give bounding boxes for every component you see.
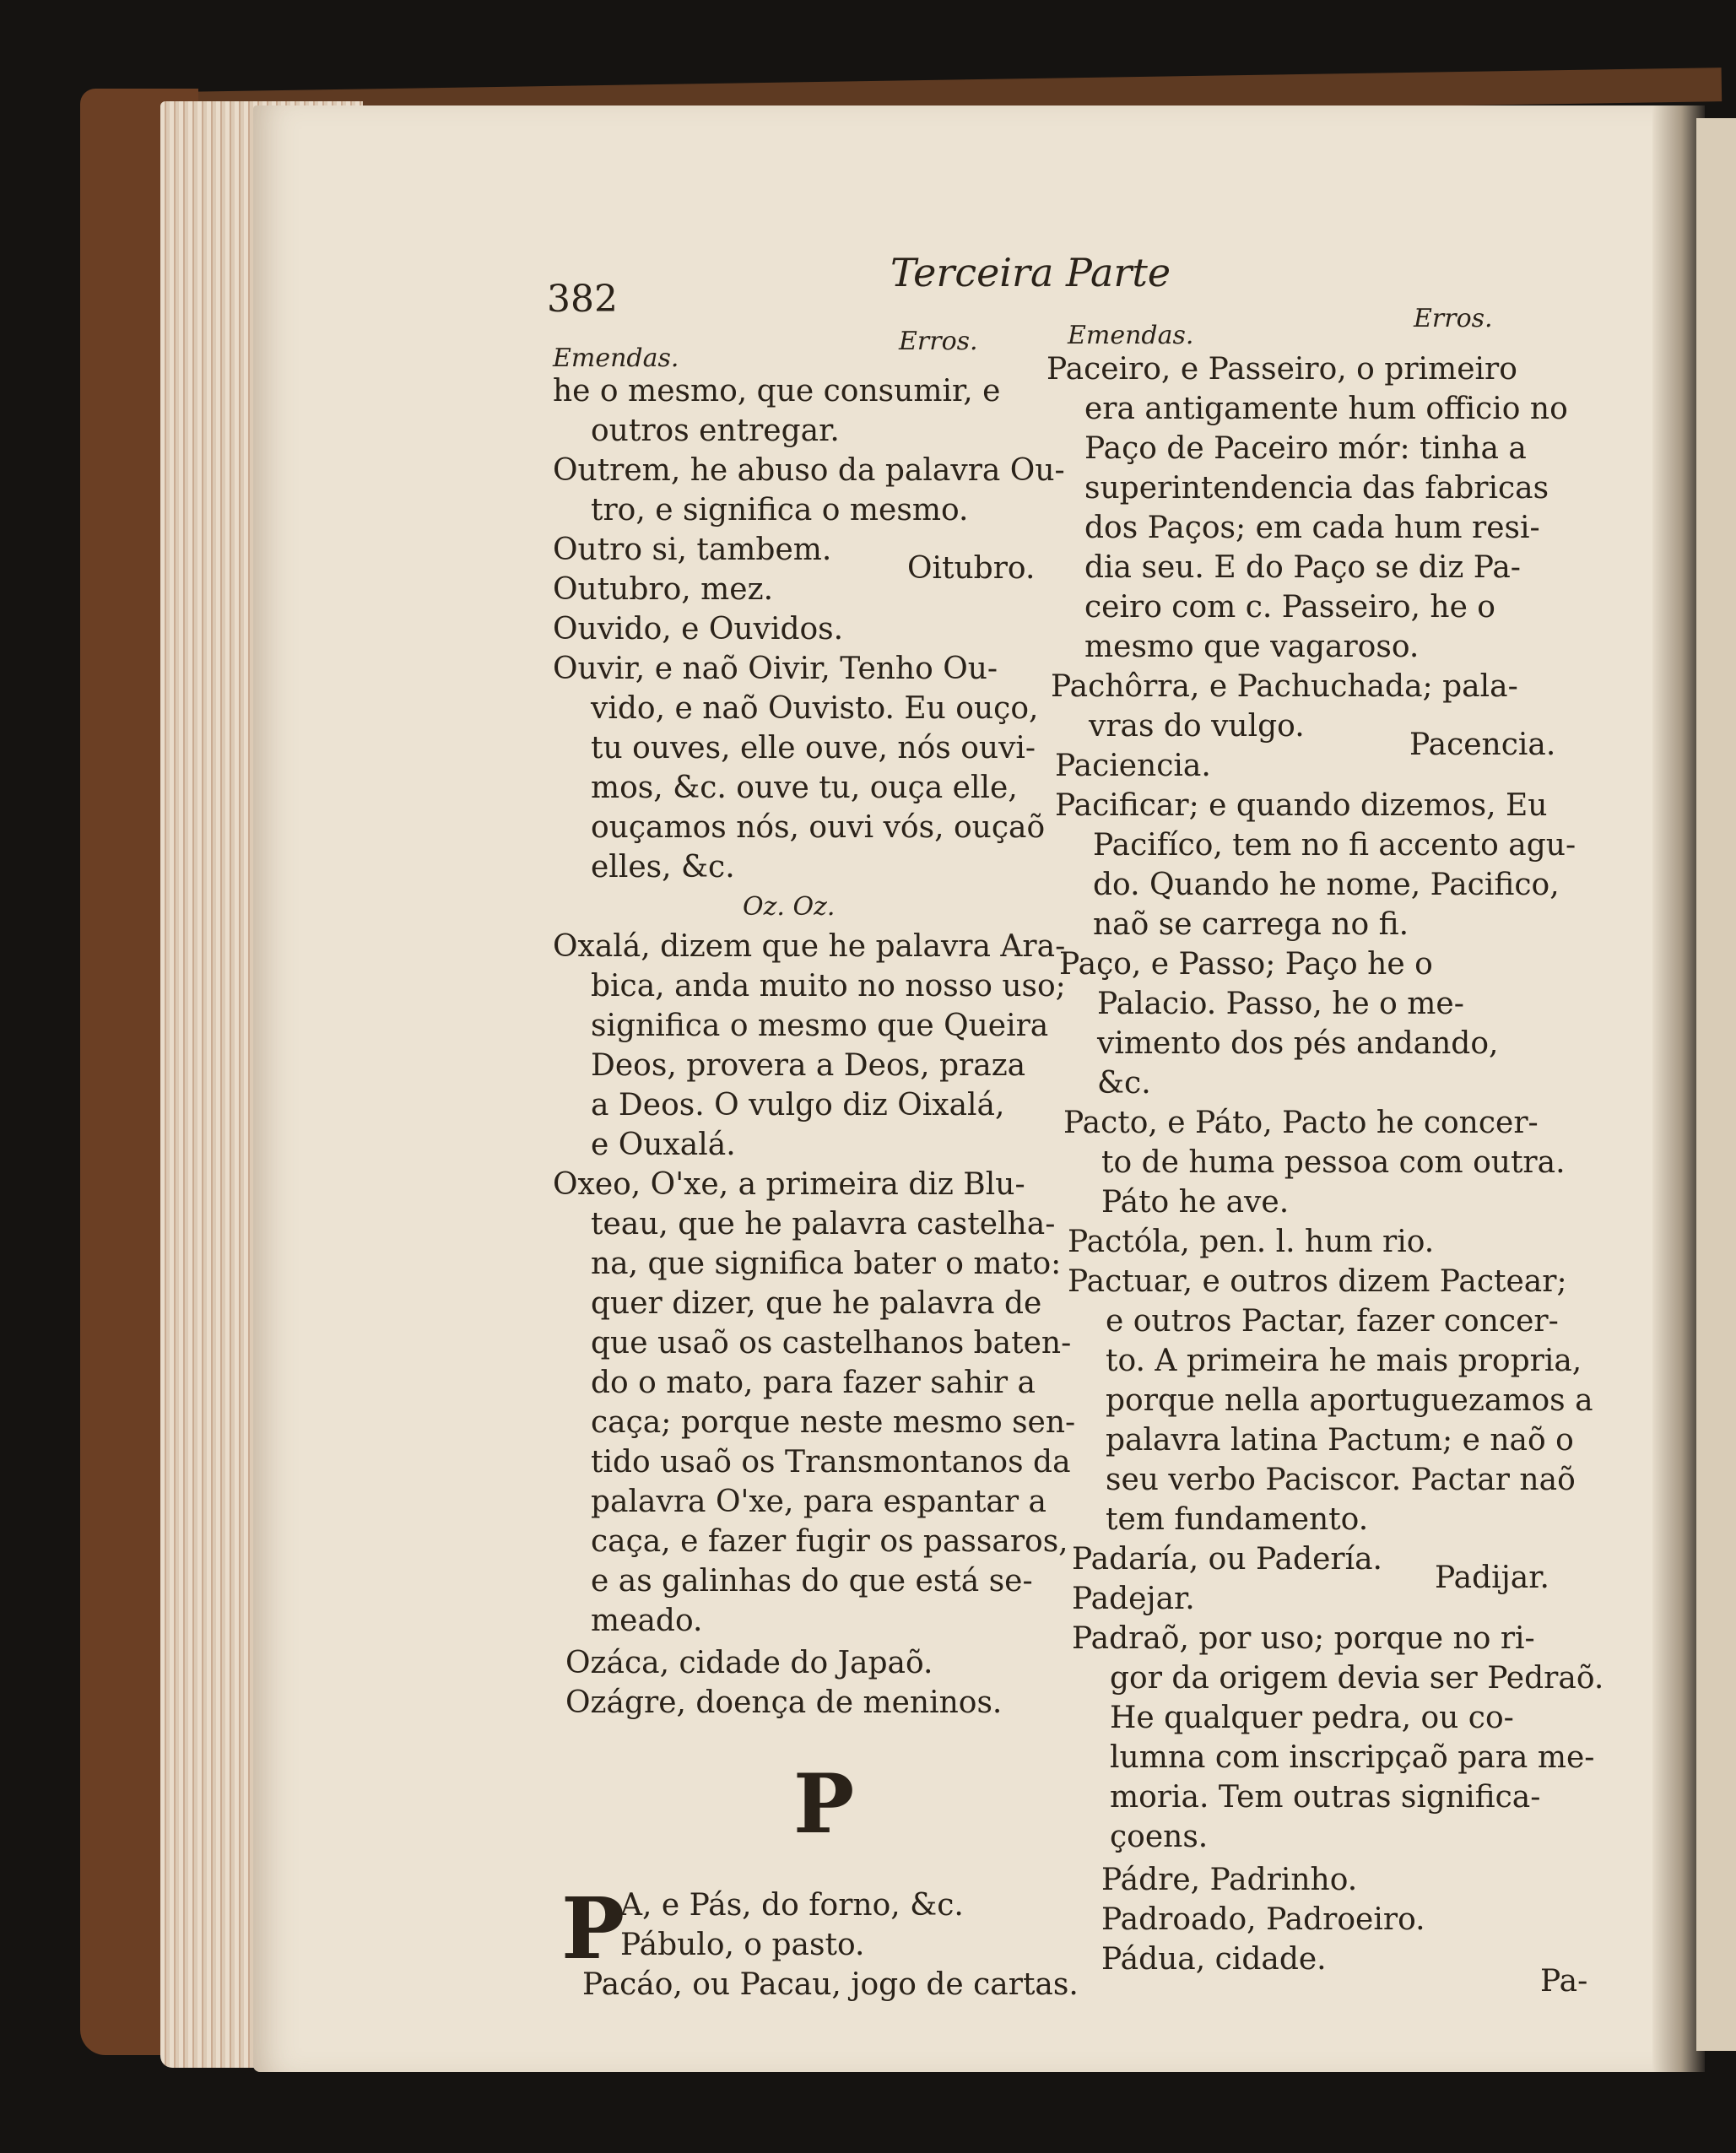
section-letter: P xyxy=(793,1756,855,1852)
text-line: Padroado, Padroeiro. xyxy=(1101,1902,1425,1937)
text-line: Pacificar; e quando dizemos, Eu xyxy=(1055,788,1548,823)
text-line: to de huma pessoa com outra. xyxy=(1101,1145,1566,1180)
text-line: e as galinhas do que está se- xyxy=(591,1564,1033,1599)
text-line: Outrem, he abuso da palavra Ou- xyxy=(553,453,1065,488)
text-line: quer dizer, que he palavra de xyxy=(591,1286,1042,1321)
left-emendas-head: Emendas. xyxy=(553,344,679,373)
text-line: dia seu. E do Paço se diz Pa- xyxy=(1084,550,1521,585)
text-line: bica, anda muito no nosso uso; xyxy=(591,969,1066,1003)
text-line: Páto he ave. xyxy=(1101,1185,1290,1220)
text-line: Pábulo, o pasto. xyxy=(620,1928,865,1962)
text-line: palavra O'xe, para espantar a xyxy=(591,1485,1046,1519)
text-line: Pacifíco, tem no fi accento agu- xyxy=(1093,828,1576,863)
text-line: palavra latina Pactum; e naõ o xyxy=(1106,1423,1574,1458)
text-line: caça; porque neste mesmo sen- xyxy=(591,1405,1076,1440)
text-line: e outros Pactar, fazer concer- xyxy=(1106,1304,1559,1339)
catchword: Pa- xyxy=(1540,1964,1588,1999)
text-line: Pádre, Padrinho. xyxy=(1101,1863,1358,1897)
text-line: superintendencia das fabricas xyxy=(1084,471,1549,506)
text-line: Paço de Paceiro mór: tinha a xyxy=(1084,431,1527,466)
erratum-padijar: Padijar. xyxy=(1435,1561,1549,1595)
text-line: ouçamos nós, ouvi vós, ouçaõ xyxy=(591,810,1046,845)
text-line: do o mato, para fazer sahir a xyxy=(591,1366,1036,1400)
text-line: Oxalá, dizem que he palavra Ara- xyxy=(553,929,1066,964)
right-erros-head: Erros. xyxy=(1414,304,1493,333)
text-line: teau, que he palavra castelha- xyxy=(591,1207,1056,1241)
drop-cap: P xyxy=(561,1879,625,1978)
text-line: meado. xyxy=(591,1604,703,1638)
text-line: vimento dos pés andando, xyxy=(1097,1026,1499,1061)
text-line: Paço, e Passo; Paço he o xyxy=(1059,947,1433,982)
erratum-pacencia: Pacencia. xyxy=(1409,728,1556,762)
text-line: Deos, provera a Deos, praza xyxy=(591,1048,1026,1083)
text-line: Outro si, tambem. xyxy=(553,533,832,567)
text-line: elles, &c. xyxy=(591,850,735,884)
section-head-oz: Oz. Oz. xyxy=(743,892,836,922)
text-line: tido usaõ os Transmontanos da xyxy=(591,1445,1071,1480)
text-line: moria. Tem outras significa- xyxy=(1110,1780,1541,1815)
left-erros-head: Erros. xyxy=(899,327,978,356)
text-line: Ozágre, doença de meninos. xyxy=(565,1685,1003,1720)
text-line: Padaría, ou Padería. xyxy=(1072,1542,1382,1577)
text-line: Ouvido, e Ouvidos. xyxy=(553,612,844,646)
text-line: Palacio. Passo, he o me- xyxy=(1097,987,1464,1021)
text-line: Ouvir, e naõ Oivir, Tenho Ou- xyxy=(553,652,998,686)
text-line: Oxeo, O'xe, a primeira diz Blu- xyxy=(553,1167,1025,1202)
text-line: gor da origem devia ser Pedraõ. xyxy=(1110,1661,1604,1696)
text-line: Paciencia. xyxy=(1055,749,1211,783)
text-line: tro, e significa o mesmo. xyxy=(591,493,969,527)
text-line: Outubro, mez. xyxy=(553,572,774,607)
text-line: outros entregar. xyxy=(591,414,840,448)
text-line: dos Paços; em cada hum resi- xyxy=(1084,511,1540,545)
erratum-oitubro: Oitubro. xyxy=(907,551,1036,586)
running-title: Terceira Parte xyxy=(890,250,1171,295)
text-line: lumna com inscripçaõ para me- xyxy=(1110,1740,1595,1775)
page-number: 382 xyxy=(547,278,618,321)
text-line: he o mesmo, que consumir, e xyxy=(553,374,1001,408)
text-line: çoens. xyxy=(1110,1820,1209,1854)
text-line: que usaõ os castelhanos baten- xyxy=(591,1326,1072,1361)
text-line: Padejar. xyxy=(1072,1582,1195,1616)
facing-page-edge xyxy=(1696,118,1736,2051)
text-line: tu ouves, elle ouve, nós ouvi- xyxy=(591,731,1036,765)
text-line: Pacto, e Páto, Pacto he concer- xyxy=(1063,1106,1539,1140)
text-line: Ozáca, cidade do Japaõ. xyxy=(565,1646,933,1680)
text-line: mos, &c. ouve tu, ouça elle, xyxy=(591,771,1018,805)
text-line: Pactuar, e outros dizem Pactear; xyxy=(1068,1264,1567,1299)
text-line: era antigamente hum officio no xyxy=(1084,392,1568,426)
text-line: a Deos. O vulgo diz Oixalá, xyxy=(591,1088,1005,1122)
text-line: vras do vulgo. xyxy=(1089,709,1305,744)
text-line: A, e Pás, do forno, &c. xyxy=(620,1888,964,1923)
right-emendas-head: Emendas. xyxy=(1068,321,1194,350)
text-line: significa o mesmo que Queira xyxy=(591,1009,1049,1043)
text-line: ceiro com c. Passeiro, he o xyxy=(1084,590,1495,625)
text-line: &c. xyxy=(1097,1066,1151,1101)
text-line: Padraõ, por uso; porque no ri- xyxy=(1072,1621,1535,1656)
text-line: na, que significa bater o mato: xyxy=(591,1247,1062,1281)
text-line: e Ouxalá. xyxy=(591,1128,736,1162)
text-line: Pádua, cidade. xyxy=(1101,1942,1327,1977)
text-line: vido, e naõ Ouvisto. Eu ouço, xyxy=(591,691,1039,726)
text-line: He qualquer pedra, ou co- xyxy=(1110,1701,1514,1735)
text-line: do. Quando he nome, Pacifico, xyxy=(1093,868,1560,902)
text-line: Pachôrra, e Pachuchada; pala- xyxy=(1051,669,1518,704)
text-line: Paceiro, e Passeiro, o primeiro xyxy=(1046,352,1517,387)
text-line: caça, e fazer fugir os passaros, xyxy=(591,1524,1068,1559)
text-line: mesmo que vagaroso. xyxy=(1084,630,1420,664)
text-line: tem fundamento. xyxy=(1106,1502,1369,1537)
text-line: Pacáo, ou Pacau, jogo de cartas. xyxy=(582,1967,1079,2002)
text-line: naõ se carrega no fi. xyxy=(1093,907,1409,942)
text-line: Pactóla, pen. l. hum rio. xyxy=(1068,1225,1435,1259)
text-line: to. A primeira he mais propria, xyxy=(1106,1344,1582,1378)
text-line: porque nella aportuguezamos a xyxy=(1106,1383,1593,1418)
text-line: seu verbo Paciscor. Pactar naõ xyxy=(1106,1463,1576,1497)
